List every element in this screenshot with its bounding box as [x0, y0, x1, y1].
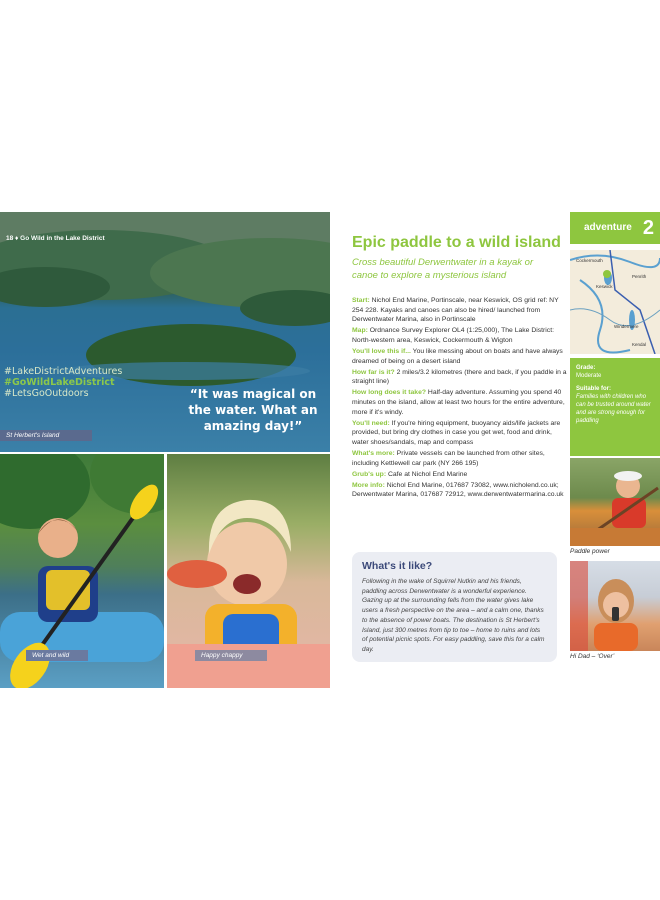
detail-grub: Grub's up: Cafe at Nichol End Marine [352, 470, 468, 478]
right-page [335, 212, 660, 688]
grade-value: Moderate [576, 373, 602, 379]
map-label: Kendal [632, 342, 647, 347]
map-label: Windermere [614, 324, 639, 329]
detail-love: You'll love this if... You like messing about on boats and have always dreamed of being on a desert island [352, 347, 563, 365]
detail-distance: How far is it? 2 miles/3.2 kilometres (there and back, if you paddle in a straight line) [352, 368, 567, 386]
caption-kayak-boy: Wet and wild [26, 650, 88, 661]
details-list [352, 296, 567, 501]
box-heading: What's it like? [362, 560, 433, 572]
caption-happy-child: Happy chappy [195, 650, 267, 661]
radio-girl-photo [570, 561, 660, 651]
book-spread [0, 212, 660, 688]
caption-paddle: Paddle power [570, 548, 610, 555]
detail-start: Start: Nichol End Marine, Portinscale, near Keswick, OS grid ref: NY 254 228. Kayaks and canoes can also be hired/ launched from Derwentwater Marina, also in Portinscale [352, 297, 559, 324]
whats-it-like-box [352, 552, 557, 662]
kayak-boy-photo [0, 454, 164, 688]
adventure-label: adventure [584, 222, 632, 233]
grade-label: Grade: [576, 365, 596, 371]
caption-radio-girl: Hi Dad – ‘Over’ [570, 653, 615, 660]
detail-map: Map: Ordnance Survey Explorer OL4 (1:25,000), The Lake District: North-western area, Keswick, Cockermouth & Wigton [352, 327, 554, 344]
box-body: Following in the wake of Squirrel Nutkin and his friends, paddling across Derwentwater is a wonderful experience. Gazing up at the surrounding fells from the water gives lake users a fresh perspective on the area – and a calm one, thanks to the absence of power boats. The destination is St Herbert's Island, just 300 metres from tip to toe – home to ruins and lots of potential picnic spots. For easy paddling, save this for a calm day. [362, 578, 545, 653]
caption-lake: St Herbert's Island [0, 430, 92, 441]
page-title: Epic paddle to a wild island [352, 234, 561, 251]
map-label: Keswick [596, 284, 613, 289]
hashtags [4, 366, 122, 399]
adventure-badge [570, 212, 660, 244]
suitable-value: Families with children who can be trusted around water and are strong enough for paddling [576, 394, 651, 424]
detail-need: You'll need: If you're hiring equipment, buoyancy aids/life jackets are provided, but bring dry clothes in case you get wet, food and drink, water shoes/sandals, map and compass [352, 419, 561, 446]
page-subtitle: Cross beautiful Derwentwater in a kayak or canoe to explore a mysterious island [352, 257, 534, 281]
lake-photo [0, 212, 330, 452]
paddle-illustration [570, 458, 660, 546]
detail-more: What's more: Private vessels can be launched from other sites, including Kettlewell car park (NY 266 195) [352, 449, 545, 467]
left-page [0, 212, 330, 688]
radio-girl-illustration [570, 561, 660, 651]
adventure-number: 2 [642, 217, 654, 239]
suitable-label: Suitable for: [576, 386, 612, 392]
map-label: Cockermouth [576, 258, 603, 263]
hashtag: #LetsGoOutdoors [4, 388, 89, 399]
map-graphic [570, 250, 660, 354]
grade-panel [570, 358, 660, 456]
running-head: 18 ♦ Go Wild in the Lake District [6, 235, 105, 242]
location-map [570, 250, 660, 354]
detail-duration: How long does it take? Half-day adventure. Assuming you spend 40 minutes on the island, allow at least two hours for the entire adventure, more if it's windy. [352, 389, 565, 416]
hashtag: #GoWildLakeDistrict [4, 377, 115, 388]
pull-quote: “It was magical on the water. What an amazing day!” [188, 387, 318, 433]
hashtag: #LakeDistrictAdventures [4, 366, 123, 377]
happy-child-photo [167, 454, 330, 688]
detail-info: More info: Nichol End Marine, 017687 73082, www.nicholend.co.uk; Derwentwater Marina, 017687 72912, www.derwentwatermarina.co.uk [352, 481, 564, 499]
map-label: Penrith [632, 274, 647, 279]
paddle-photo [570, 458, 660, 546]
